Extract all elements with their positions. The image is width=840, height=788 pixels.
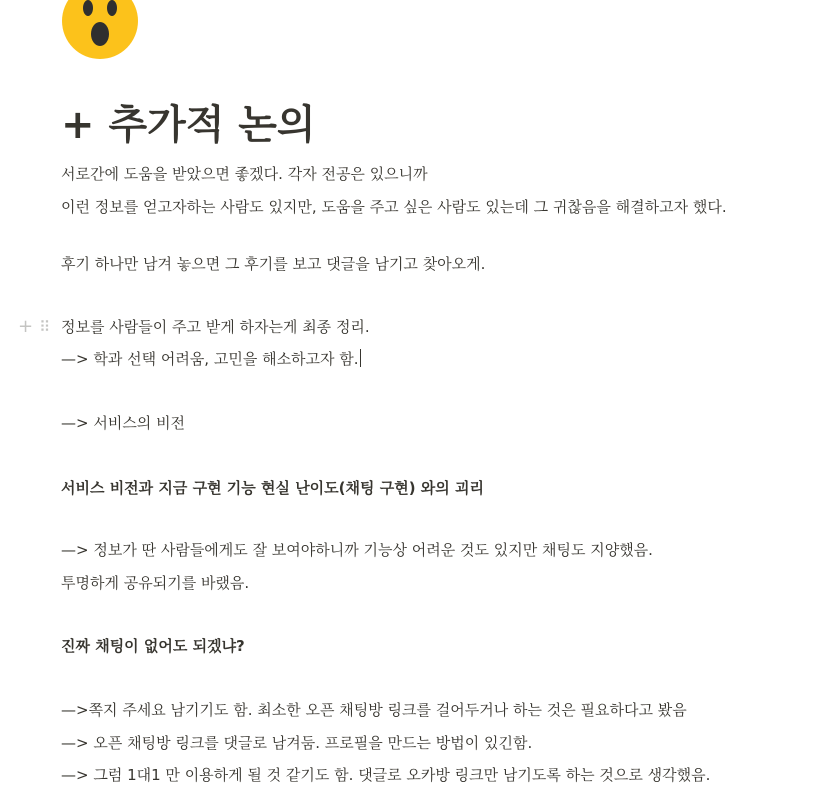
text-block[interactable]: —> 오픈 채팅방 링크를 댓글로 남겨둠. 프로필을 만드는 방법이 있긴함.	[61, 734, 533, 752]
text-block[interactable]: 이런 정보를 얻고자하는 사람도 있지만, 도움을 주고 싶은 사람도 있는데 그 귀찮음을 해결하고자 했다.	[61, 198, 727, 216]
bold-text-block[interactable]: 서비스 비전과 지금 구현 기능 현실 난이도(채팅 구현) 와의 괴리	[61, 479, 484, 497]
text-block[interactable]: 후기 하나만 남겨 놓으면 그 후기를 보고 댓글을 남기고 찾아오게.	[61, 255, 486, 273]
text-block-active[interactable]	[61, 347, 781, 372]
bold-text-block[interactable]: 진짜 채팅이 없어도 되겠냐?	[61, 637, 245, 655]
text-block[interactable]: 투명하게 공유되기를 바랬음.	[61, 574, 250, 592]
plus-icon[interactable]: +	[18, 316, 34, 337]
drag-handle-icon[interactable]: ⠿	[39, 318, 50, 336]
text-block[interactable]: —> 그럼 1대1 만 이용하게 될 것 같기도 함. 댓글로 오카방 링크만 남기도록 하는 것으로 생각했음.	[61, 766, 711, 784]
text-block[interactable]: 서로간에 도움을 받았으면 좋겠다. 각자 전공은 있으니까	[61, 165, 428, 183]
block-handle	[18, 318, 58, 336]
page-title[interactable]: + 추가적 논의	[61, 102, 316, 148]
text-caret	[360, 349, 361, 367]
astonished-face-icon	[61, 0, 139, 60]
page-icon-emoji[interactable]	[61, 0, 139, 60]
text-block-content: —> 학과 선택 어려움, 고민을 해소하고자 함.	[61, 350, 359, 368]
text-block[interactable]: 정보를 사람들이 주고 받게 하자는게 최종 정리.	[61, 318, 370, 336]
text-block[interactable]: —> 정보가 딴 사람들에게도 잘 보여야하니까 기능상 어려운 것도 있지만 채팅도 지양했음.	[61, 541, 653, 559]
text-block[interactable]: —> 서비스의 비전	[61, 414, 186, 432]
text-block[interactable]: —>쪽지 주세요 남기기도 함. 최소한 오픈 채팅방 링크를 걸어두거나 하는 것은 필요하다고 봤음	[61, 701, 687, 719]
